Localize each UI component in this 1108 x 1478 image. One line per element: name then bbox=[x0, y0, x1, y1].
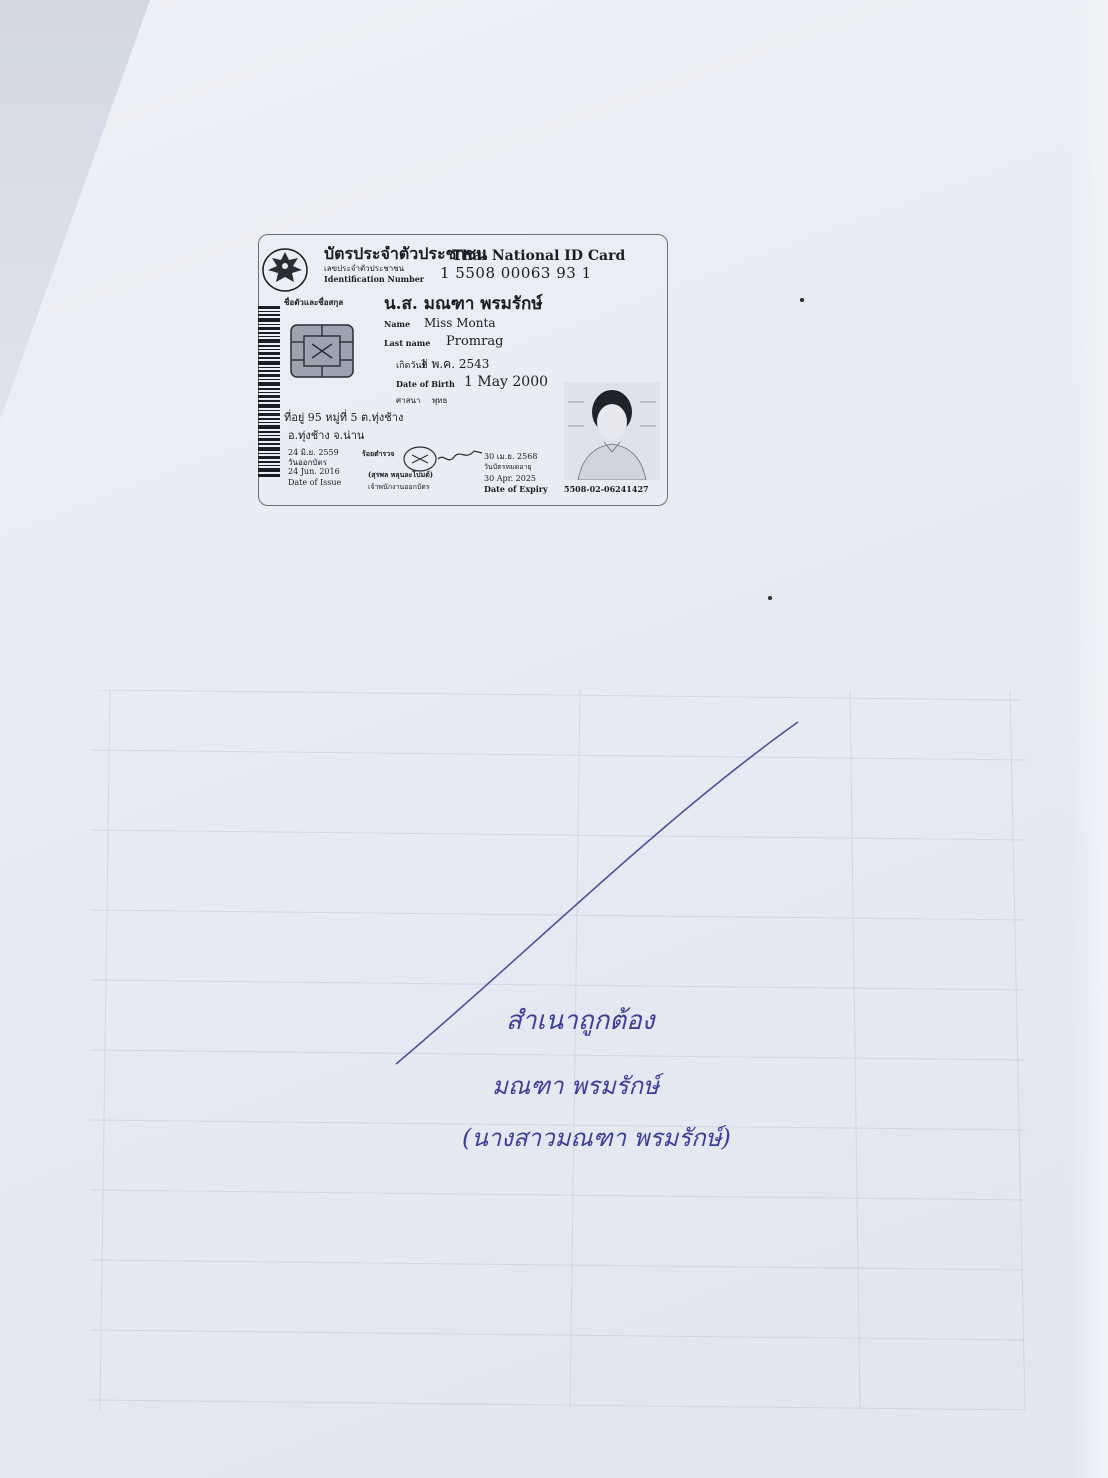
paper-speck bbox=[768, 596, 772, 600]
expiry-date-english: 30 Apr. 2025 bbox=[484, 474, 537, 483]
dob-label-thai: เกิดวันที่ bbox=[396, 361, 428, 371]
handwritten-signature: มณฑา พรมรักษ์ bbox=[492, 1072, 659, 1100]
expiry-label-thai: วันบัตรหมดอายุ bbox=[484, 463, 532, 471]
officer-title: เจ้าพนักงานออกบัตร bbox=[368, 483, 430, 491]
address-line-2: อ.ทุ่งช้าง จ.น่าน bbox=[288, 429, 365, 442]
certified-copy-note: สำเนาถูกต้อง bbox=[506, 1006, 655, 1036]
id-number: 1 5508 00063 93 1 bbox=[440, 264, 592, 282]
barcode-icon bbox=[258, 306, 280, 478]
chip-icon bbox=[290, 324, 354, 378]
portrait-photo bbox=[564, 382, 660, 480]
religion: พุทธ bbox=[432, 396, 448, 405]
expiry-date-thai: 30 เม.ย. 2568 bbox=[484, 452, 538, 461]
handwritten-printed-name: (นางสาวมณฑา พรมรักษ์) bbox=[462, 1124, 731, 1152]
paper-speck bbox=[800, 298, 804, 302]
lastname-english: Promrag bbox=[446, 334, 504, 349]
id-label-english: Identification Number bbox=[324, 274, 425, 284]
issue-label-thai: วันออกบัตร bbox=[288, 458, 327, 467]
card-serial: 5508-02-06241427 bbox=[564, 484, 649, 494]
expiry-label-english: Date of Expiry bbox=[484, 484, 548, 494]
dob-english: 1 May 2000 bbox=[464, 374, 549, 390]
name-label-english: Name bbox=[384, 319, 411, 329]
id-card-copy bbox=[252, 234, 672, 506]
issue-date-english: 24 Jun. 2016 bbox=[288, 467, 340, 476]
officer-rank: ร้อยตำรวจ bbox=[362, 449, 395, 458]
name-english: Miss Monta bbox=[424, 316, 496, 330]
officer-signature bbox=[382, 439, 492, 479]
address-line-1: ที่อยู่ 95 หมู่ที่ 5 ต.ทุ่งช้าง bbox=[284, 411, 404, 424]
card-title-thai: บัตรประจำตัวประชาชน bbox=[324, 244, 488, 263]
officer-name: (สุรพล หลุนละโปมต์) bbox=[368, 470, 434, 479]
issue-label-english: Date of Issue bbox=[288, 478, 342, 487]
id-label-thai: เลขประจำตัวประชาชน bbox=[324, 264, 405, 273]
issue-date-thai: 24 มิ.ย. 2559 bbox=[288, 448, 339, 457]
garuda-emblem-icon bbox=[258, 244, 312, 294]
religion-label: ศาสนา bbox=[396, 396, 421, 405]
lastname-label: Last name bbox=[384, 338, 431, 348]
dob-thai: 1 พ.ค. 2543 bbox=[420, 357, 490, 371]
name-thai: น.ส. มณฑา พรมรักษ์ bbox=[384, 294, 543, 314]
dob-label-english: Date of Birth bbox=[396, 379, 455, 389]
name-label-thai: ชื่อตัวและชื่อสกุล bbox=[284, 297, 344, 307]
card-title-english: Thai National ID Card bbox=[452, 248, 626, 264]
bleed-through-table bbox=[90, 690, 1030, 1410]
paper-edge bbox=[1068, 0, 1108, 1478]
